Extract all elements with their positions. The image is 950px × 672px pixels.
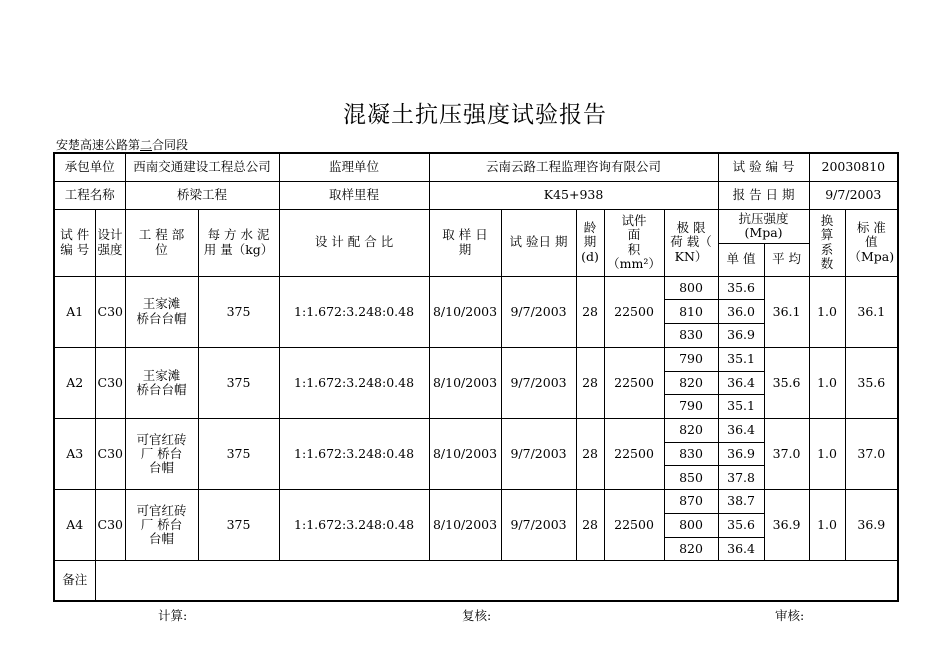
age-days: 28 bbox=[576, 490, 604, 561]
cement-amount: 375 bbox=[198, 347, 279, 418]
test-number-value: 20030810 bbox=[809, 153, 898, 181]
average-strength: 35.6 bbox=[764, 347, 809, 418]
col-design-strength: 设计 强度 bbox=[95, 209, 125, 276]
mileage-label: 取样里程 bbox=[279, 181, 429, 209]
ultimate-load: 790 bbox=[664, 395, 718, 419]
col-age: 龄 期 (d) bbox=[576, 209, 604, 276]
ultimate-load: 820 bbox=[664, 419, 718, 443]
conversion-factor: 1.0 bbox=[809, 419, 845, 490]
footer-review: 复核: bbox=[462, 608, 492, 623]
ultimate-load: 800 bbox=[664, 513, 718, 537]
ultimate-load: 870 bbox=[664, 490, 718, 514]
contract-section-number: 二 bbox=[140, 138, 153, 152]
remarks-row bbox=[54, 561, 898, 601]
standard-value: 36.1 bbox=[845, 276, 898, 347]
average-strength: 36.9 bbox=[764, 490, 809, 561]
report-table bbox=[53, 152, 899, 602]
contract-section-line bbox=[56, 136, 188, 153]
specimen-area: 22500 bbox=[604, 490, 664, 561]
design-strength: C30 bbox=[95, 490, 125, 561]
average-strength: 37.0 bbox=[764, 419, 809, 490]
single-strength: 36.0 bbox=[718, 300, 764, 324]
remarks-value bbox=[95, 561, 898, 601]
col-single: 单 值 bbox=[718, 243, 764, 276]
standard-value: 37.0 bbox=[845, 419, 898, 490]
test-date: 9/7/2003 bbox=[501, 419, 576, 490]
single-strength: 36.9 bbox=[718, 324, 764, 348]
sample-date: 8/10/2003 bbox=[429, 419, 501, 490]
col-load: 极 限 荷 载（ KN） bbox=[664, 209, 718, 276]
ultimate-load: 820 bbox=[664, 537, 718, 561]
col-test-date: 试 验日 期 bbox=[501, 209, 576, 276]
engineering-part: 王家滩 桥台台帽 bbox=[125, 276, 198, 347]
ultimate-load: 830 bbox=[664, 324, 718, 348]
specimen-area: 22500 bbox=[604, 276, 664, 347]
ultimate-load: 810 bbox=[664, 300, 718, 324]
footer-calc: 计算: bbox=[158, 608, 188, 623]
single-strength: 35.6 bbox=[718, 513, 764, 537]
remarks-label: 备注 bbox=[54, 561, 95, 601]
standard-value: 36.9 bbox=[845, 490, 898, 561]
report-date-label: 报 告 日 期 bbox=[718, 181, 809, 209]
specimen-row bbox=[54, 490, 898, 514]
col-strength: 抗压强度(Mpa) bbox=[718, 209, 809, 243]
sample-date: 8/10/2003 bbox=[429, 490, 501, 561]
single-strength: 36.4 bbox=[718, 371, 764, 395]
specimen-row bbox=[54, 347, 898, 371]
engineering-part: 王家滩 桥台台帽 bbox=[125, 347, 198, 418]
contractor-value: 西南交通建设工程总公司 bbox=[125, 153, 279, 181]
specimen-area: 22500 bbox=[604, 419, 664, 490]
engineering-part: 可官红砖 厂 桥台 台帽 bbox=[125, 419, 198, 490]
mileage-value: K45+938 bbox=[429, 181, 718, 209]
single-strength: 36.4 bbox=[718, 419, 764, 443]
specimen-id: A2 bbox=[54, 347, 95, 418]
contract-suffix: 合同段 bbox=[152, 138, 189, 152]
standard-value: 35.6 bbox=[845, 347, 898, 418]
col-sample-date: 取 样 日 期 bbox=[429, 209, 501, 276]
project-label: 工程名称 bbox=[54, 181, 125, 209]
header-row-contractor bbox=[54, 153, 898, 181]
project-value: 桥梁工程 bbox=[125, 181, 279, 209]
footer-audit: 审核: bbox=[775, 608, 805, 623]
single-strength: 35.6 bbox=[718, 276, 764, 300]
col-average: 平 均 bbox=[764, 243, 809, 276]
ultimate-load: 790 bbox=[664, 347, 718, 371]
test-date: 9/7/2003 bbox=[501, 347, 576, 418]
col-area: 试件 面 积 （mm²） bbox=[604, 209, 664, 276]
specimen-row bbox=[54, 276, 898, 300]
single-strength: 35.1 bbox=[718, 347, 764, 371]
contractor-label: 承包单位 bbox=[54, 153, 125, 181]
header-row-project bbox=[54, 181, 898, 209]
average-strength: 36.1 bbox=[764, 276, 809, 347]
cement-amount: 375 bbox=[198, 490, 279, 561]
mix-ratio: 1:1.672:3.248:0.48 bbox=[279, 276, 429, 347]
sample-date: 8/10/2003 bbox=[429, 347, 501, 418]
col-standard: 标 准 值 （Mpa) bbox=[845, 209, 898, 276]
mix-ratio: 1:1.672:3.248:0.48 bbox=[279, 347, 429, 418]
specimen-id: A1 bbox=[54, 276, 95, 347]
specimen-area: 22500 bbox=[604, 347, 664, 418]
mix-ratio: 1:1.672:3.248:0.48 bbox=[279, 490, 429, 561]
report-date-value: 9/7/2003 bbox=[809, 181, 898, 209]
col-cement: 每 方 水 泥 用 量（kg） bbox=[198, 209, 279, 276]
conversion-factor: 1.0 bbox=[809, 490, 845, 561]
col-factor: 换 算 系 数 bbox=[809, 209, 845, 276]
specimen-row bbox=[54, 419, 898, 443]
report-title: 混凝土抗压强度试验报告 bbox=[343, 102, 607, 128]
age-days: 28 bbox=[576, 276, 604, 347]
age-days: 28 bbox=[576, 419, 604, 490]
col-specimen-no: 试 件 编 号 bbox=[54, 209, 95, 276]
test-date: 9/7/2003 bbox=[501, 490, 576, 561]
design-strength: C30 bbox=[95, 276, 125, 347]
specimen-id: A4 bbox=[54, 490, 95, 561]
test-date: 9/7/2003 bbox=[501, 276, 576, 347]
age-days: 28 bbox=[576, 347, 604, 418]
ultimate-load: 850 bbox=[664, 466, 718, 490]
engineering-part: 可官红砖 厂 桥台 台帽 bbox=[125, 490, 198, 561]
ultimate-load: 830 bbox=[664, 442, 718, 466]
design-strength: C30 bbox=[95, 419, 125, 490]
test-number-label: 试 验 编 号 bbox=[718, 153, 809, 181]
cement-amount: 375 bbox=[198, 276, 279, 347]
single-strength: 38.7 bbox=[718, 490, 764, 514]
column-header-row bbox=[54, 209, 898, 243]
conversion-factor: 1.0 bbox=[809, 276, 845, 347]
cement-amount: 375 bbox=[198, 419, 279, 490]
single-strength: 35.1 bbox=[718, 395, 764, 419]
single-strength: 36.9 bbox=[718, 442, 764, 466]
single-strength: 36.4 bbox=[718, 537, 764, 561]
ultimate-load: 800 bbox=[664, 276, 718, 300]
col-mix: 设 计 配 合 比 bbox=[279, 209, 429, 276]
col-part: 工 程 部 位 bbox=[125, 209, 198, 276]
design-strength: C30 bbox=[95, 347, 125, 418]
contract-prefix: 安楚高速公路第 bbox=[56, 138, 141, 152]
supervisor-label: 监理单位 bbox=[279, 153, 429, 181]
ultimate-load: 820 bbox=[664, 371, 718, 395]
specimen-id: A3 bbox=[54, 419, 95, 490]
supervisor-value: 云南云路工程监理咨询有限公司 bbox=[429, 153, 718, 181]
conversion-factor: 1.0 bbox=[809, 347, 845, 418]
mix-ratio: 1:1.672:3.248:0.48 bbox=[279, 419, 429, 490]
single-strength: 37.8 bbox=[718, 466, 764, 490]
sample-date: 8/10/2003 bbox=[429, 276, 501, 347]
